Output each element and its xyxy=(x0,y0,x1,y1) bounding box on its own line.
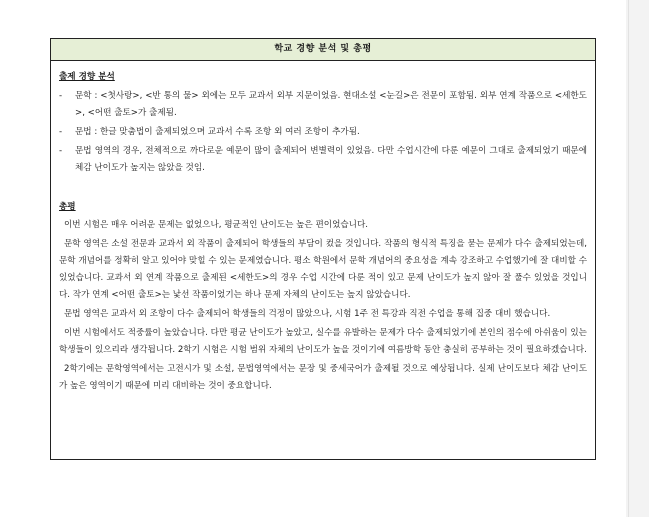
review-paragraph: 2학기에는 문학영역에서는 고전시가 및 소설, 문법영역에서는 문장 및 중세국어가 출제될 것으로 예상됩니다. 실제 난이도보다 체감 난이도가 높은 영역이기 때문에 미리 대비하는 것이 중요합니다. xyxy=(59,364,587,391)
review-paragraph: 이번 시험에서도 적중률이 높았습니다. 다만 평균 난이도가 높았고, 실수를 유발하는 문제가 다수 출제되었기에 본인의 점수에 아쉬움이 있는 학생들이 있으리라 생각됩니다. 2학기 시험은 시험 범위 자체의 난이도가 높을 것이기에 여름방학 동안 충실히 공부하는 것이 필요하겠습니다. xyxy=(59,328,587,355)
bullet-text: 문법 : 한글 맞춤법이 출제되었으며 교과서 수록 조항 외 여러 조항이 추가됨. xyxy=(75,127,360,137)
trend-bullet xyxy=(59,143,587,177)
trend-bullet xyxy=(59,88,587,122)
review-heading: 총평 xyxy=(59,202,76,212)
bullet-marker: - xyxy=(59,146,63,156)
trend-heading: 출제 경향 분석 xyxy=(59,72,115,82)
box-body xyxy=(51,61,595,395)
box-title: 학교 경향 분석 및 총평 xyxy=(51,39,595,61)
analysis-box xyxy=(50,38,596,460)
bullet-text: 문학 : <첫사랑>, <반 통의 물> 외에는 모두 교과서 외부 지문이었음. 현대소설 <눈길>은 전문이 포함됨. 외부 연계 작품으로 <세한도>, <어떤 출토>가 출제됨. xyxy=(75,91,587,118)
review-paragraph: 문학 영역은 소설 전문과 교과서 외 작품이 출제되어 학생들의 부담이 컸을 것입니다. 작품의 형식적 특징을 묻는 문제가 다수 출제되었는데, 문학 개념어를 정확히 알고 있어야 맞힐 수 있는 문제였습니다. 평소 학원에서 문학 개념어의 중요성을 계속 강조하고 수업했기에 잘 대비할 수 있었습니다. 교과서 외 연계 작품으로 출제된 <세한도>의 경우 수업 시간에 다룬 적이 있고 문제 난이도가 높지 않아 잘 풀수 있었을 것입니다. 작가 연계 <어떤 출토>는 낯선 작품이었기는 하나 문제 자체의 난이도는 높지 않았습니다. xyxy=(59,239,587,300)
vertical-scrollbar[interactable] xyxy=(628,0,649,517)
bullet-text: 문법 영역의 경우, 전체적으로 까다로운 예문이 많이 출제되어 변별력이 있었음. 다만 수업시간에 다룬 예문이 그대로 출제되었기 때문에 체감 난이도가 높지는 않았을 것임. xyxy=(75,146,587,173)
bullet-marker: - xyxy=(59,91,63,101)
trend-bullet xyxy=(59,124,587,141)
review-paragraph: 문법 영역은 교과서 외 조항이 다수 출제되어 학생들의 걱정이 많았으나, 시험 1주 전 특강과 직전 수업을 통해 집중 대비 했습니다. xyxy=(64,309,551,319)
bullet-marker: - xyxy=(59,127,63,137)
review-paragraph: 이번 시험은 매우 어려운 문제는 없었으나, 평균적인 난이도는 높은 편이었습니다. xyxy=(64,220,369,230)
section-gap xyxy=(59,177,587,197)
